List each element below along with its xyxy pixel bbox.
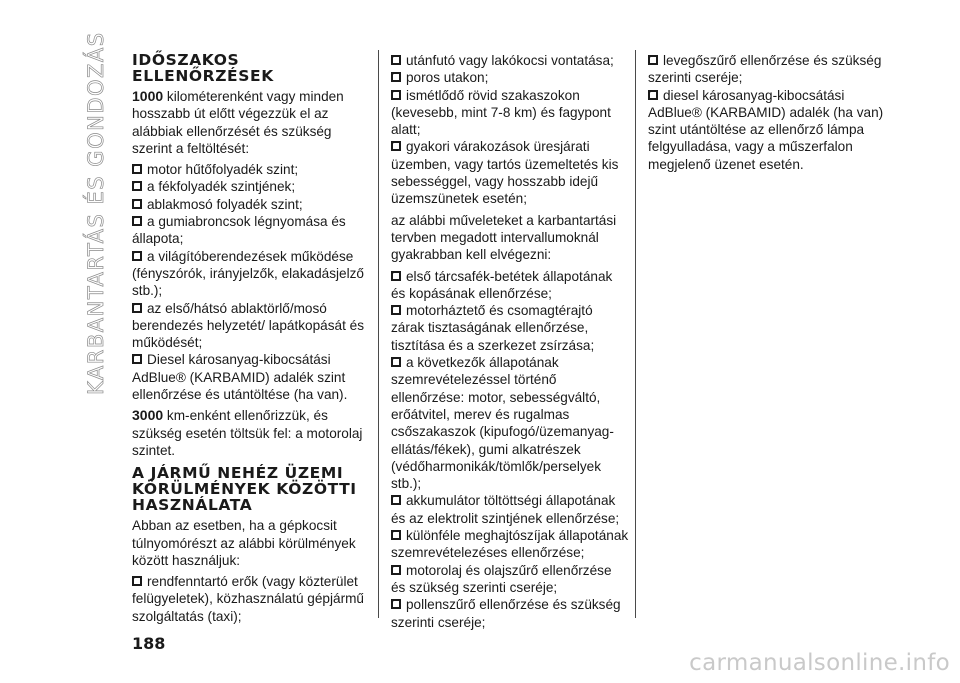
checkbox-bullet-icon	[391, 90, 401, 100]
list-item: diesel károsanyag-kibocsátási AdBlue® (KARBAMID) adalék (ha van) szint utántöltése az ellenőrző lámpa felgyulladása, vagy a műszerfalon megjelenő üzenet esetén.	[648, 87, 884, 172]
section-side-title: KARBANTARTÁS ÉS GONDOZÁS	[84, 31, 108, 395]
checkbox-bullet-icon	[132, 354, 142, 364]
list-item: pollenszűrő ellenőrzése és szükség szerinti cseréje;	[391, 597, 621, 630]
list-item: Diesel károsanyag-kibocsátási AdBlue® (KARBAMID) adalék szint ellenőrzése és utántöltése (ha van).	[132, 352, 348, 403]
list-item: a fékfolyadék szintjének;	[132, 178, 370, 195]
list-item: az első/hátsó ablaktörlő/mosó berendezés helyzetét/ lapátkopását és működését;	[132, 300, 365, 351]
checkbox-bullet-icon	[132, 181, 142, 191]
checkbox-bullet-icon	[132, 199, 142, 209]
checkbox-bullet-icon	[132, 251, 142, 261]
maintenance-paragraph: az alábbi műveleteket a karbantartási tervben megadott intervallumoknál gyakrabban kell elvégezni:	[391, 212, 617, 263]
checkbox-bullet-icon	[391, 495, 401, 505]
list-item: gyakori várakozások üresjárati üzemben, vagy tartós üzemeltetés kis sebességgel, vagy hosszabb idejű üzemszünetek esetén;	[391, 139, 619, 207]
list-item: levegőszűrő ellenőrzése és szükség szerinti cseréje;	[648, 53, 882, 86]
checkbox-bullet-icon	[391, 141, 401, 151]
list-item: a gumiabroncsok légnyomása és állapota;	[132, 214, 346, 247]
interval-number: 3000	[132, 407, 164, 424]
checkbox-bullet-icon	[391, 305, 401, 315]
checkbox-bullet-icon	[648, 55, 658, 65]
list-item: a világítóberendezések működése (fényszórók, irányjelzők, elakadásjelző stb.);	[132, 248, 364, 299]
list-item: különféle meghajtószíjak állapotának szemrevételezéses ellenőrzése;	[391, 528, 629, 561]
checkbox-bullet-icon	[391, 530, 401, 540]
heading-heavy-duty-usage: A JÁRMŰ NEHÉZ ÜZEMI KÖRÜLMÉNYEK KÖZÖTTI HASZNÁLATA	[132, 464, 357, 515]
checkbox-bullet-icon	[391, 565, 401, 575]
column-3	[648, 52, 886, 173]
list-item: motorolaj és olajszűrő ellenőrzése és szükség szerinti cseréje;	[391, 562, 612, 595]
list-item: ablakmosó folyadék szint;	[132, 196, 370, 213]
watermark: carmanualsonline.info	[689, 650, 950, 676]
column-2	[391, 52, 629, 631]
list-item: akkumulátor töltöttségi állapotának és az elektrolit szintjének ellenőrzése;	[391, 493, 620, 526]
checkbox-bullet-icon	[648, 90, 658, 100]
checkbox-bullet-icon	[391, 271, 401, 281]
usage-paragraph: Abban az esetben, ha a gépkocsit túlnyomórészt az alábbi körülmények között használjuk:	[132, 518, 356, 568]
list-item: ismétlődő rövid szakaszokon (kevesebb, mint 7-8 km) és fagypont alatt;	[391, 87, 611, 138]
list-item: első tárcsafék-betétek állapotának és kopásának ellenőrzése;	[391, 268, 613, 301]
column-divider	[378, 50, 379, 618]
list-item: motor hűtőfolyadék szint;	[132, 161, 370, 178]
list-item: poros utakon;	[391, 69, 629, 86]
checkbox-bullet-icon	[391, 72, 401, 82]
checkbox-bullet-icon	[132, 303, 142, 313]
checkbox-bullet-icon	[132, 576, 142, 586]
list-item: motorháztető és csomagtérajtó zárak tisztaságának ellenőrzése, tisztítása és a szerkezet zsírzása;	[391, 303, 595, 353]
oil-check-paragraph: 3000 km-enként ellenőrizzük, és szükség esetén töltsük fel: a motorolaj szintet.	[132, 407, 363, 458]
intro-paragraph: 1000 kilométerenként vagy minden hosszabb út előtt végezzük el az alábbiak ellenőrzését és szükség szerint a feltöltését:	[132, 88, 344, 156]
heading-periodic-checks: IDŐSZAKOS ELLENŐRZÉSEK	[132, 51, 274, 85]
checkbox-bullet-icon	[391, 599, 401, 609]
list-item: rendfenntartó erők (vagy közterület felügyeletek), közhasználatú gépjármű szolgáltatás (taxi);	[132, 574, 364, 624]
checkbox-bullet-icon	[132, 216, 142, 226]
column-1	[132, 52, 370, 625]
list-item: a következők állapotának szemrevételezéssel történő ellenőrzése: motor, sebességváltó, erőátvitel, merev és rugalmas csőszakaszok (kipufogó/üzemanyag-ellátás/fékek), gumi alkatrészek (védőharmonikák/tömlők/perselyek stb.);	[391, 355, 614, 492]
interval-number: 1000	[132, 88, 164, 104]
checkbox-bullet-icon	[391, 55, 401, 65]
checkbox-bullet-icon	[391, 357, 401, 367]
column-divider	[635, 50, 636, 618]
list-item: utánfutó vagy lakókocsi vontatása;	[391, 52, 629, 69]
page-number: 188	[132, 634, 166, 653]
checkbox-bullet-icon	[132, 164, 142, 174]
